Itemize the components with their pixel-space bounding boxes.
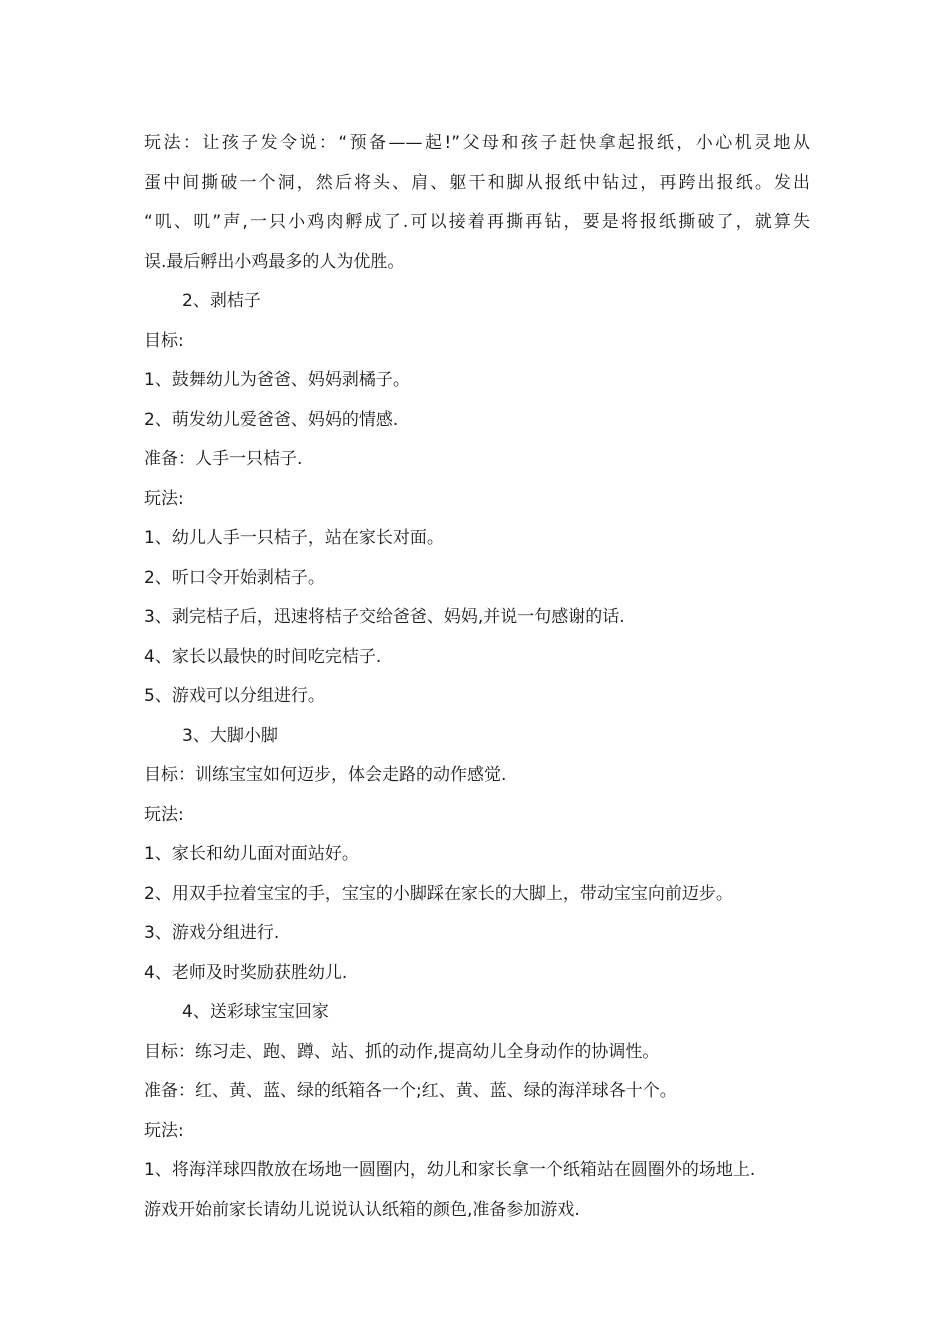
list-item: 1、家长和幼儿面对面站好。 [144, 844, 359, 864]
paragraph-line: 玩法：让孩子发令说：“预备——起!”父母和孩子赶快拿起报纸，小心机灵地从 [144, 133, 810, 153]
paragraph-line: 目标：练习走、跑、蹲、站、抓的动作,提高幼儿全身动作的协调性。 [144, 1042, 660, 1062]
list-item: 4、家长以最快的时间吃完桔子. [144, 647, 382, 667]
list-item: 3、游戏分组进行. [144, 923, 280, 943]
list-item: 2、听口令开始剥桔子。 [144, 568, 325, 588]
paragraph-line: 目标：训练宝宝如何迈步，体会走路的动作感觉. [144, 765, 507, 785]
list-item: 2、用双手拉着宝宝的手，宝宝的小脚踩在家长的大脚上，带动宝宝向前迈步。 [144, 884, 733, 904]
list-item: 1、将海洋球四散放在场地一圆圈内，幼儿和家长拿一个纸箱站在圆圈外的场地上. [144, 1160, 756, 1180]
list-item: 1、幼儿人手一只桔子，站在家长对面。 [144, 528, 444, 548]
label-line: 目标: [144, 331, 184, 351]
paragraph-line: 准备：红、黄、蓝、绿的纸箱各一个;红、黄、蓝、绿的海洋球各十个。 [144, 1081, 677, 1101]
label-line: 玩法: [144, 1121, 184, 1141]
paragraph-line: 蛋中间撕破一个洞，然后将头、肩、躯干和脚从报纸中钻过，再跨出报纸。发出 [144, 173, 810, 193]
paragraph-line: 游戏开始前家长请幼儿说说认认纸箱的颜色,准备参加游戏. [144, 1200, 580, 1220]
label-line: 玩法: [144, 489, 184, 509]
list-item: 3、剥完桔子后，迅速将桔子交给爸爸、妈妈,并说一句感谢的话. [144, 607, 625, 627]
label-line: 玩法: [144, 805, 184, 825]
section-heading: 4、送彩球宝宝回家 [182, 1002, 329, 1022]
section-heading: 3、大脚小脚 [182, 726, 278, 746]
paragraph-line: “叽、叽”声,一只小鸡肉孵成了.可以接着再撕再钻，要是将报纸撕破了，就算失 [144, 212, 810, 232]
list-item: 5、游戏可以分组进行。 [144, 686, 325, 706]
list-item: 1、鼓舞幼儿为爸爸、妈妈剥橘子。 [144, 370, 410, 390]
list-item: 2、萌发幼儿爱爸爸、妈妈的情感. [144, 410, 399, 430]
paragraph-line: 误.最后孵出小鸡最多的人为优胜。 [144, 252, 405, 272]
section-heading: 2、剥桔子 [182, 291, 261, 311]
list-item: 4、老师及时奖励获胜幼儿. [144, 963, 348, 983]
paragraph-line: 准备：人手一只桔子. [144, 449, 303, 469]
